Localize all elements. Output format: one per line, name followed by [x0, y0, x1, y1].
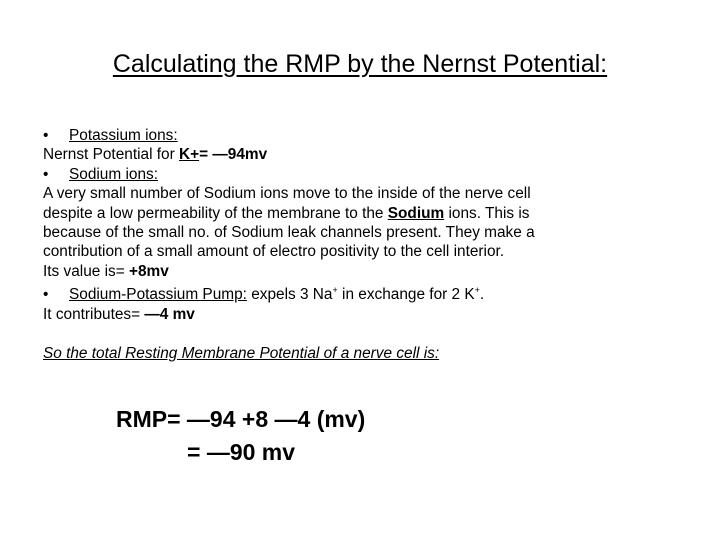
potassium-ion: K+ — [179, 146, 200, 164]
formula-line-2: = —90 mv — [187, 439, 296, 465]
sodium-emphasis: Sodium — [387, 204, 445, 222]
superscript-plus: + — [474, 285, 480, 296]
sodium-line-2-suffix: ions. This is — [444, 204, 530, 222]
potassium-line-prefix: Nernst Potential for — [43, 146, 180, 164]
summary-line: So the total Resting Membrane Potential of a nerve cell is: — [43, 345, 440, 363]
sodium-bullet — [43, 165, 683, 184]
pump-bullet — [43, 281, 683, 304]
sodium-value-line — [43, 262, 683, 281]
rmp-formula — [116, 403, 365, 469]
pump-desc-prefix: expels 3 Na — [246, 286, 333, 304]
bullet-icon: • — [43, 165, 49, 183]
superscript-plus: + — [332, 285, 338, 296]
pump-heading: Sodium-Potassium Pump: — [69, 286, 247, 304]
sodium-line-2 — [43, 204, 683, 223]
potassium-bullet — [43, 126, 683, 145]
sodium-line-1: A very small number of Sodium ions move to the inside of the nerve cell — [43, 185, 531, 203]
sodium-value: +8mv — [128, 262, 169, 280]
pump-contrib-value: —4 mv — [144, 305, 195, 323]
bullet-icon: • — [43, 286, 49, 304]
pump-desc-mid: in exchange for 2 K — [337, 286, 475, 304]
formula-line-1: RMP= —94 +8 —4 (mv) — [116, 406, 366, 432]
sodium-value-prefix: Its value is= — [43, 262, 129, 280]
sodium-line-3: because of the small no. of Sodium leak channels present. They make a — [43, 224, 535, 242]
slide-body — [43, 126, 683, 363]
sodium-line-4: contribution of a small amount of electro positivity to the cell interior. — [43, 243, 505, 261]
bullet-icon: • — [43, 127, 49, 144]
potassium-value: = —94mv — [199, 146, 268, 164]
slide-title: Calculating the RMP by the Nernst Potential: — [112, 50, 608, 78]
potassium-nernst-line — [43, 145, 683, 164]
sodium-line-2-prefix: despite a low permeability of the membrane to the — [43, 204, 388, 222]
sodium-heading: Sodium ions: — [69, 165, 158, 183]
pump-contribution-line — [43, 305, 683, 324]
potassium-heading: Potassium ions: — [69, 127, 178, 144]
pump-contrib-prefix: It contributes= — [43, 305, 145, 323]
pump-desc-end: . — [479, 286, 485, 304]
